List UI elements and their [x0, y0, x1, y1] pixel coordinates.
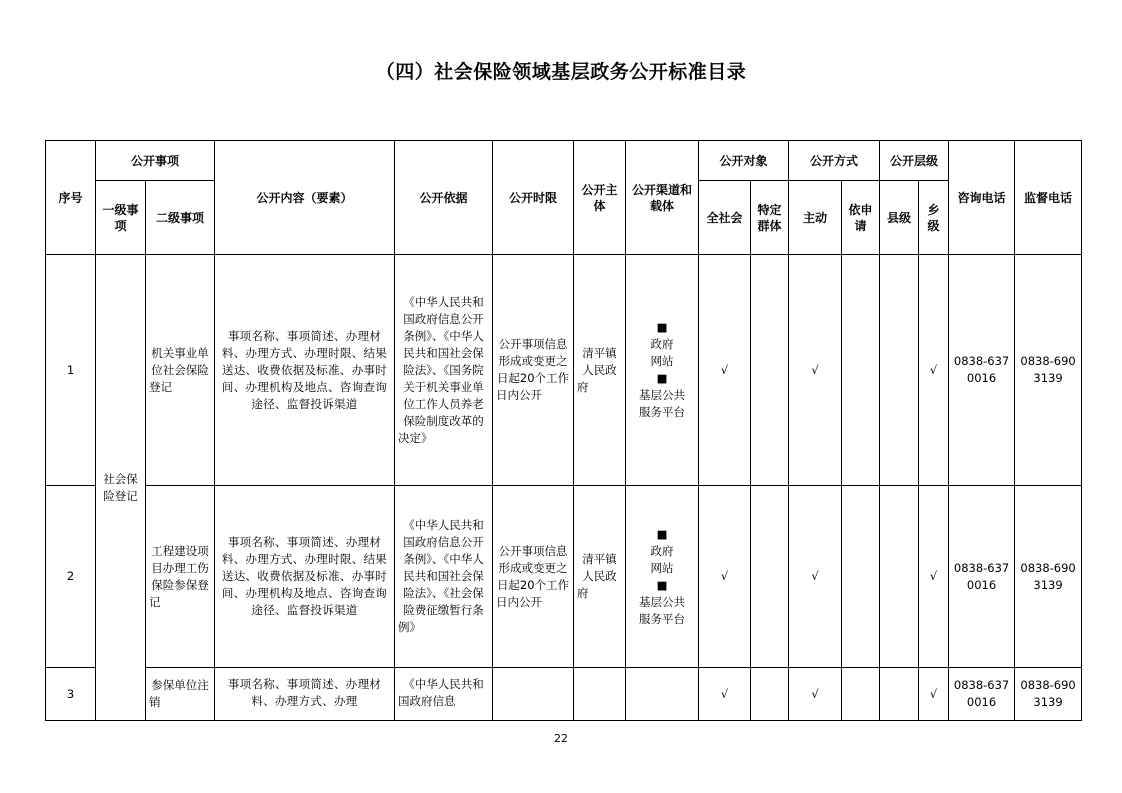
consult-phone: 0838-6370016: [949, 486, 1015, 668]
channel-list: [626, 255, 699, 486]
tier-township-check: √: [919, 486, 949, 668]
table-row: [46, 255, 1082, 486]
table-row: [46, 486, 1082, 668]
target-specific-cell: [751, 486, 789, 668]
channel-text: 基层公共: [639, 388, 686, 402]
level1-item: 社会保险登记: [96, 255, 146, 721]
channel-bullet: ■: [656, 526, 668, 541]
time-limit: 公开事项信息形成或变更之日起20个工作日内公开: [493, 255, 574, 486]
header-seq: 序号: [46, 141, 96, 255]
basis-text: 《中华人民共和国政府信息: [395, 668, 493, 721]
channel-text: 网站: [650, 354, 674, 368]
time-limit: [493, 668, 574, 721]
channel-list: [626, 486, 699, 668]
header-target: 公开对象: [699, 141, 789, 181]
channel-text: 基层公共: [639, 594, 686, 609]
header-content: 公开内容（要素）: [215, 141, 395, 255]
level2-item: 参保单位注销: [146, 668, 215, 721]
header-supervise-phone: 监督电话: [1015, 141, 1082, 255]
row-seq: 2: [46, 486, 96, 668]
tier-county-cell: [880, 486, 919, 668]
subject: 清平镇人民政府: [574, 255, 626, 486]
header-level1: 一级事项: [96, 181, 146, 255]
time-limit: 公开事项信息形成或变更之日起20个工作日内公开: [493, 486, 574, 668]
subject: 清平镇人民政府: [574, 486, 626, 668]
header-row-1: [46, 141, 1082, 181]
header-mode-request: 依申请: [842, 181, 880, 255]
target-specific-cell: [751, 668, 789, 721]
consult-phone: 0838-6370016: [949, 668, 1015, 721]
content-elements: 事项名称、事项简述、办理材料、办理方式、办理时限、结果送达、收费依据及标准、办事时间、办理机构及地点、咨询查询途径、监督投诉渠道: [215, 486, 395, 668]
tier-township-check: √: [919, 668, 949, 721]
consult-phone: 0838-6370016: [949, 255, 1015, 486]
page-title: （四）社会保险领域基层政务公开标准目录: [375, 61, 747, 83]
supervise-phone: 0838-6903139: [1015, 255, 1082, 486]
subject: [574, 668, 626, 721]
supervise-phone: 0838-6903139: [1015, 668, 1082, 721]
channel-text: 政府: [650, 543, 674, 558]
tier-county-cell: [880, 255, 919, 486]
header-tier: 公开层级: [880, 141, 949, 181]
header-target-all: 全社会: [699, 181, 751, 255]
header-tier-county: 县级: [880, 181, 919, 255]
header-time-limit: 公开时限: [493, 141, 574, 255]
mode-active-check: √: [789, 486, 842, 668]
header-level2: 二级事项: [146, 181, 215, 255]
content-elements: 事项名称、事项简述、办理材料、办理方式、办理时限、结果送达、收费依据及标准、办事时间、办理机构及地点、咨询查询途径、监督投诉渠道: [215, 255, 395, 486]
header-consult-phone: 咨询电话: [949, 141, 1015, 255]
channel-bullet: ■: [656, 320, 668, 334]
header-target-specific: 特定群体: [751, 181, 789, 255]
channel-text: 服务平台: [639, 611, 686, 626]
mode-request-cell: [842, 486, 880, 668]
header-mode: 公开方式: [789, 141, 880, 181]
mode-active-check: √: [789, 668, 842, 721]
level2-item: 机关事业单位社会保险登记: [146, 255, 215, 486]
target-all-check: √: [699, 255, 751, 486]
mode-active-check: √: [789, 255, 842, 486]
level2-item: 工程建设项目办理工伤保险参保登记: [146, 486, 215, 668]
content-elements: 事项名称、事项简述、办理材料、办理方式、办理: [215, 668, 395, 721]
channel-bullet: ■: [656, 371, 668, 385]
channel-text: 政府: [650, 337, 674, 351]
tier-township-check: √: [919, 255, 949, 486]
channel-bullet: ■: [656, 577, 668, 592]
row-seq: 1: [46, 255, 96, 486]
header-item: 公开事项: [96, 141, 215, 181]
header-mode-active: 主动: [789, 181, 842, 255]
header-tier-township: 乡级: [919, 181, 949, 255]
tier-county-cell: [880, 668, 919, 721]
channel-list: [626, 668, 699, 721]
catalog-table: [45, 140, 1082, 721]
target-all-check: √: [699, 668, 751, 721]
header-channel: 公开渠道和载体: [626, 141, 699, 255]
mode-request-cell: [842, 668, 880, 721]
channel-text: 网站: [650, 560, 674, 575]
row-seq: 3: [46, 668, 96, 721]
mode-request-cell: [842, 255, 880, 486]
target-specific-cell: [751, 255, 789, 486]
header-basis: 公开依据: [395, 141, 493, 255]
header-subject: 公开主体: [574, 141, 626, 255]
basis-text: 《中华人民共和国政府信息公开条例》、《中华人民共和国社会保险法》、《社会保险费征缴暂行条例》: [395, 486, 493, 668]
target-all-check: √: [699, 486, 751, 668]
channel-text: 服务平台: [639, 405, 686, 419]
page-number: 22: [554, 732, 568, 745]
basis-text: 《中华人民共和国政府信息公开条例》、《中华人民共和国社会保险法》、《国务院关于机关事业单位工作人员养老保险制度改革的决定》: [395, 255, 493, 486]
table-row: [46, 668, 1082, 721]
supervise-phone: 0838-6903139: [1015, 486, 1082, 668]
